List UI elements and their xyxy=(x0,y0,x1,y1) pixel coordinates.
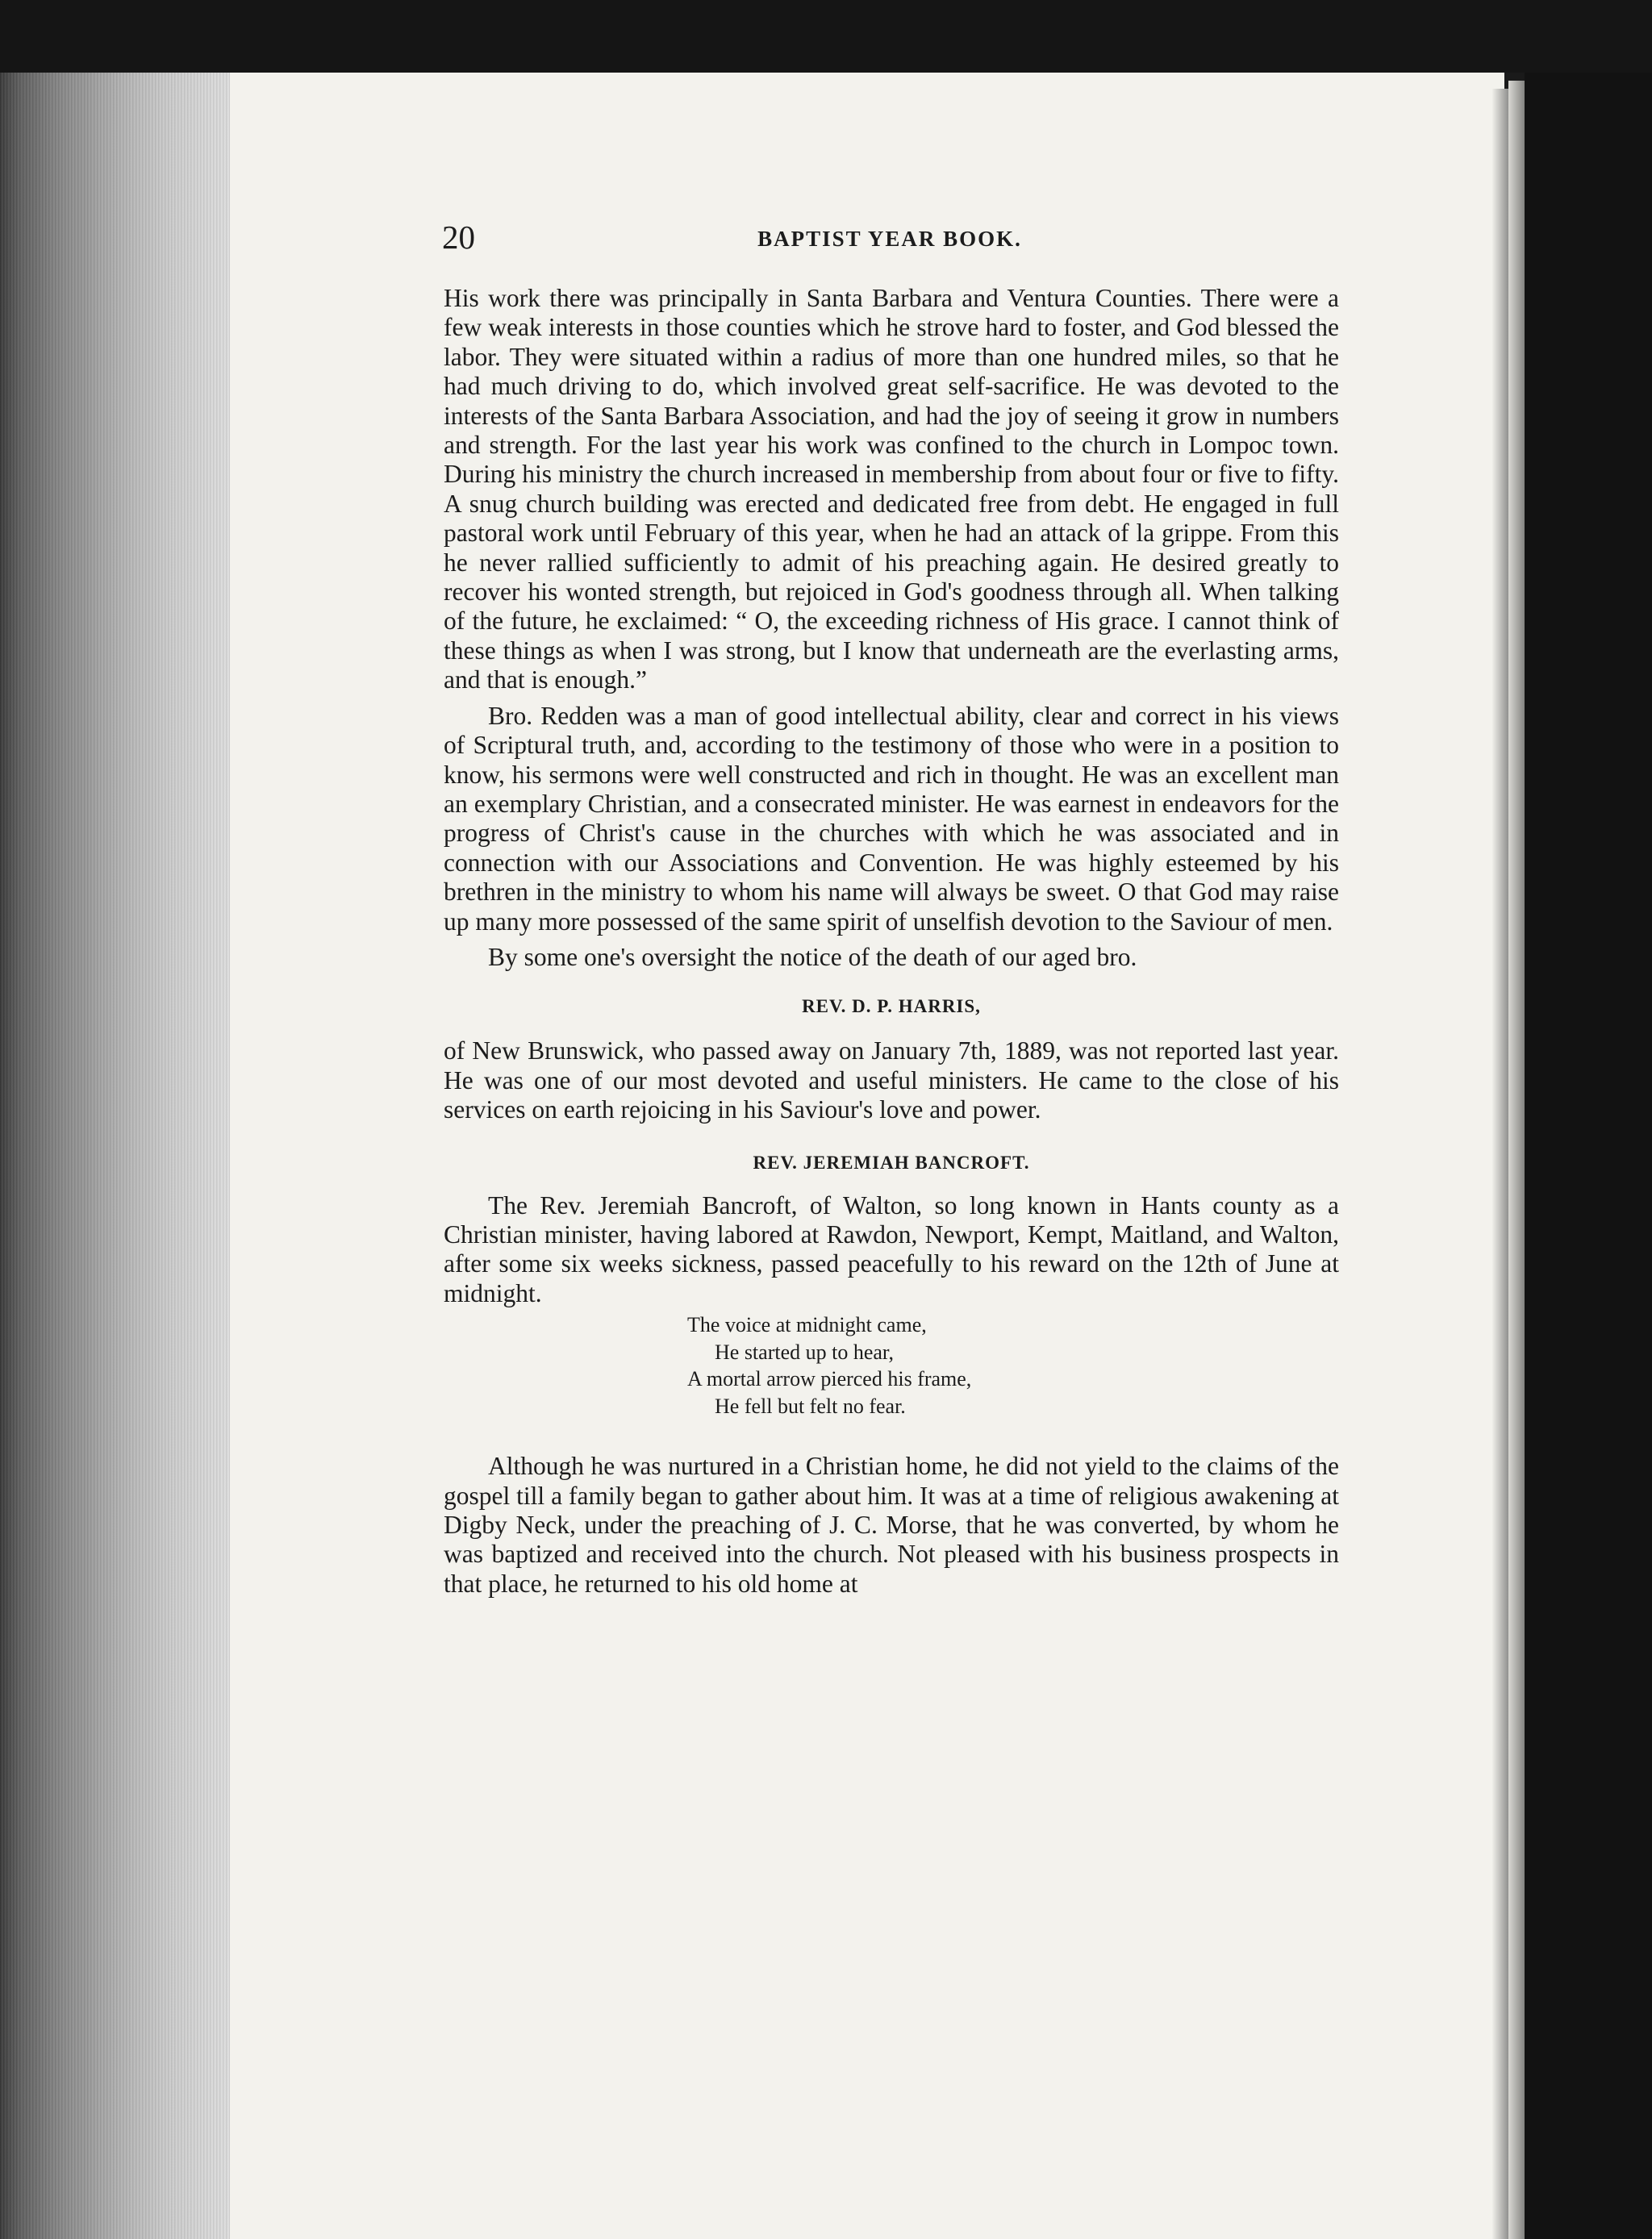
poem-stanza xyxy=(687,1311,1339,1420)
poem-line: He started up to hear, xyxy=(715,1340,895,1364)
poem-line: He fell but felt no fear. xyxy=(715,1394,906,1418)
paragraph-continued: His work there was principally in Santa Barbara and Ventura Counties. There were a few weak interests in those counties which he strove hard to foster, and God blessed the labor. They were situated within a radius of more than one hundred miles, so that he had much driving to do, which involved great self-sacrifice. He was devoted to the interests of the Santa Barbara Association, and had the joy of seeing it grow in numbers and strength. For the last year his work was confined to the church in Lompoc town. During his ministry the church increased in membership from about four or five to fifty. A snug church building was erected and dedicated free from debt. He engaged in full pastoral work until February of this year, when he had an attack of la grippe. From this he never rallied sufficiently to admit of his preaching again. He desired greatly to recover his wonted strength, but rejoiced in God's goodness through all. When talking of the future, he exclaimed: “ O, the exceeding richness of His grace. I cannot think of these things as when I was strong, but I know that underneath are the everlasting arms, and that is enough.” xyxy=(444,284,1339,694)
paragraph-oversight-notice: By some one's oversight the notice of the death of our aged bro. xyxy=(488,942,1137,971)
paragraph-bancroft-intro: The Rev. Jeremiah Bancroft, of Walton, so long known in Hants county as a Christian minister, having labored at Rawdon, Newport, Kempt, Maitland, and Walton, after some six weeks sickness, passed peacefully to his reward on the 12th of June at midnight. xyxy=(444,1190,1339,1307)
scan-right-border xyxy=(1525,73,1652,2239)
scan-top-border xyxy=(0,0,1652,73)
running-head: BAPTIST YEAR BOOK. xyxy=(757,227,1022,251)
section-heading-bancroft: REV. JEREMIAH BANCROFT. xyxy=(753,1152,1030,1173)
paragraph-harris: of New Brunswick, who passed away on January 7th, 1889, was not reported last year. He was one of our most devoted and useful ministers. He came to the close of his services on earth rejoicing in his Saviour's love and power. xyxy=(444,1036,1339,1124)
paragraph-redden-tribute: Bro. Redden was a man of good intellectual ability, clear and correct in his views of Scriptural truth, and, according to the testimony of those who were in a position to know, his sermons were well constructed and rich in thought. He was an excellent man an exemplary Christian, and a consecrated minister. He was earnest in endeavors for the progress of Christ's cause in the churches with which he was associated and in connection with our Associations and Convention. He was highly esteemed by his brethren in the ministry to whom his name will always be sweet. O that God may raise up many more possessed of the same spirit of unselfish devotion to the Saviour of men. xyxy=(444,701,1339,936)
page-number: 20 xyxy=(442,219,475,256)
poem-line: A mortal arrow pierced his frame, xyxy=(687,1367,972,1391)
page-body xyxy=(444,284,1339,1599)
paragraph-bancroft-continued: Although he was nurtured in a Christian home, he did not yield to the claims of the gospel till a family began to gather about him. It was at a time of religious awakening at Digby Neck, under the preaching of J. C. Morse, that he was converted, by whom he was baptized and received into the church. Not pleased with his business prospects in that place, he returned to his old home at xyxy=(444,1452,1339,1598)
section-heading-harris: REV. D. P. HARRIS, xyxy=(802,996,981,1017)
page-header xyxy=(442,218,1337,266)
book-page-edges xyxy=(0,73,242,2239)
poem-line: The voice at midnight came, xyxy=(687,1313,927,1337)
